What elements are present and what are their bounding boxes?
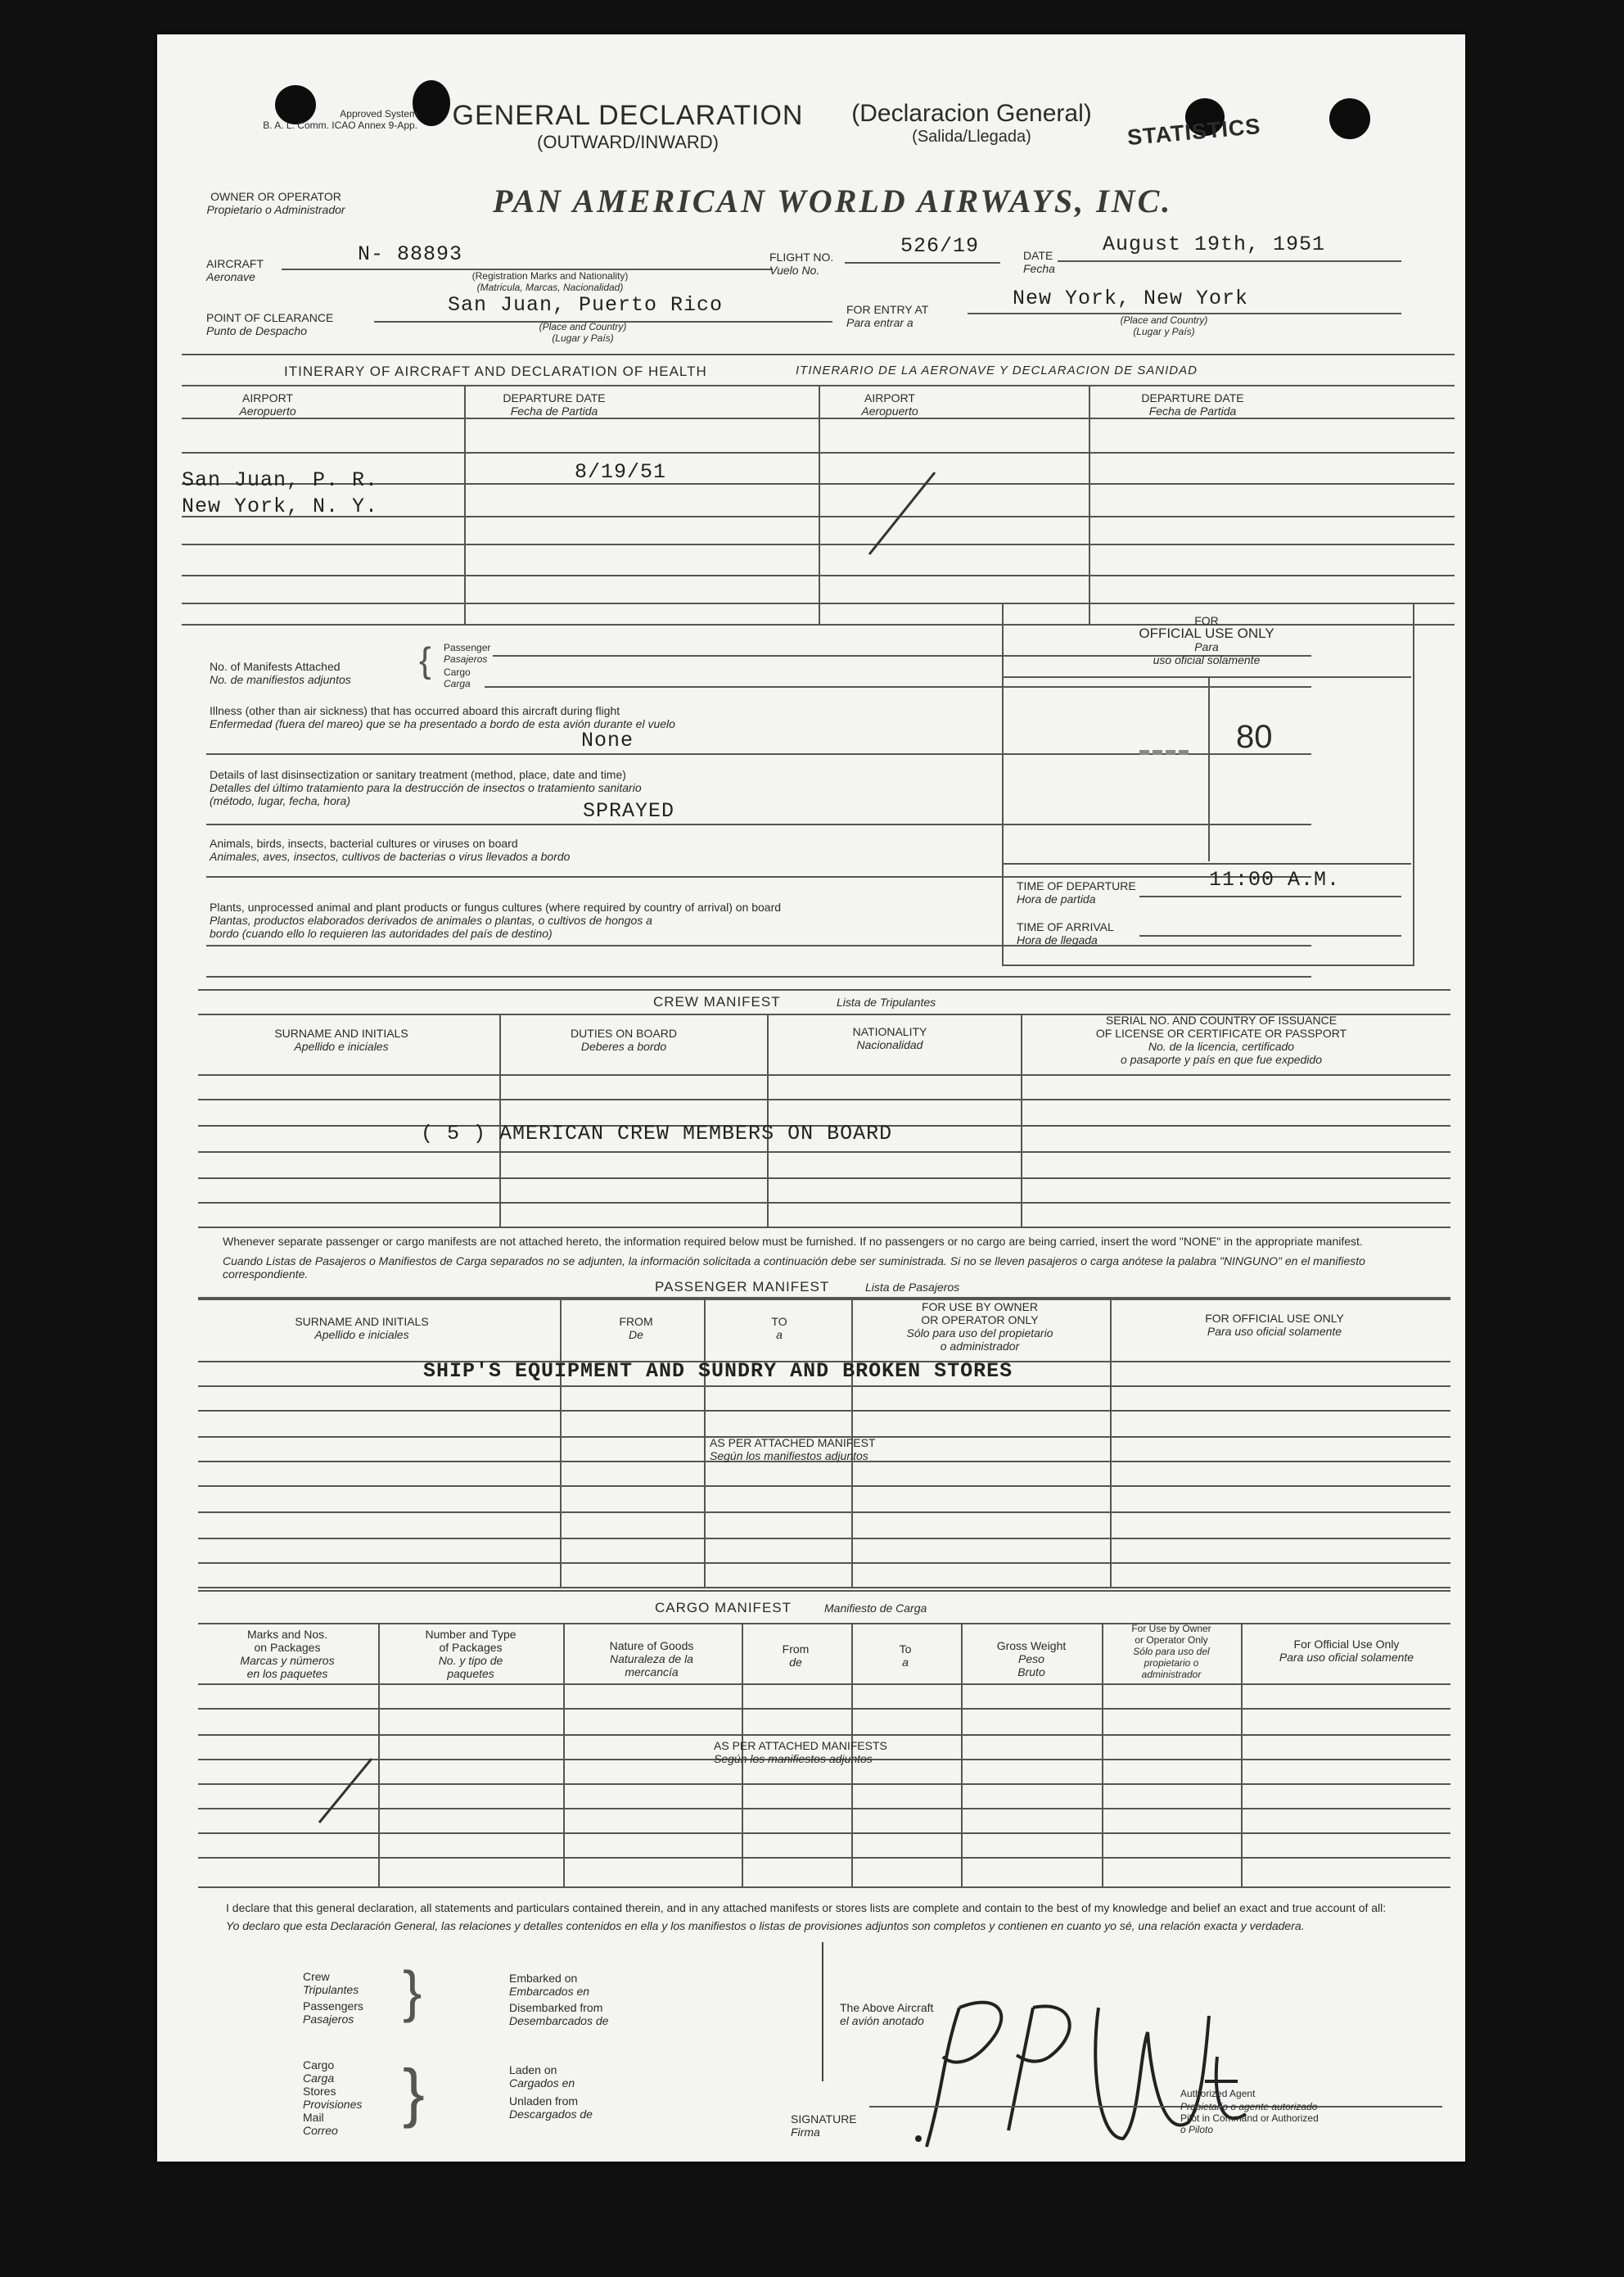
- punch-hole: [1329, 98, 1370, 139]
- departure-time: 11:00 A.M.: [1209, 868, 1341, 892]
- cargo-col-owner: For Use by Owner or Operator Only Sólo para uso del propietario o administrador: [1131, 1623, 1211, 1680]
- itinerary-col-airport-2: AIRPORT Aeropuerto: [861, 391, 918, 418]
- passenger-col-official: FOR OFFICIAL USE ONLY Para uso oficial solamente: [1205, 1312, 1344, 1338]
- brace: }: [403, 1959, 422, 2023]
- signature-label: SIGNATURE Firma: [791, 2112, 857, 2139]
- crew-col-name: SURNAME AND INITIALS Apellido e iniciales: [274, 1027, 408, 1053]
- passenger-col-owner: FOR USE BY OWNER OR OPERATOR ONLY Sólo para uso del propietario o administrador: [906, 1300, 1053, 1353]
- itinerary-row1-airport: San Juan, P. R.: [182, 468, 379, 492]
- passenger-col-name: SURNAME AND INITIALS Apellido e iniciales: [295, 1315, 429, 1341]
- declaration-laden: Laden on Cargados en Unladen from Descargados de: [509, 2063, 593, 2121]
- cargo-col-official: For Official Use Only Para uso oficial solamente: [1279, 1638, 1414, 1664]
- manifests-label: No. of Manifests Attached No. de manifiestos adjuntos: [210, 660, 351, 686]
- cargo-col-to: To a: [899, 1642, 912, 1669]
- cargo-col-from: From de: [782, 1642, 810, 1669]
- passenger-col-from: FROM De: [619, 1315, 653, 1341]
- itinerary-col-date: DEPARTURE DATE Fecha de Partida: [503, 391, 606, 418]
- passenger-attached: AS PER ATTACHED MANIFEST Según los manifiestos adjuntos: [710, 1436, 876, 1462]
- arrival-label: TIME OF ARRIVAL Hora de llegada: [1017, 920, 1114, 946]
- crew-entry: ( 5 ) AMERICAN CREW MEMBERS ON BOARD: [421, 1122, 893, 1145]
- itinerary-title-es: ITINERARIO DE LA AERONAVE Y DECLARACION DE SANIDAD: [796, 364, 1198, 377]
- plants-label: Plants, unprocessed animal and plant products or fungus cultures (where required by country of arrival) on board Plantas, productos elaborados derivados de animales o plantas, o cultivos de hongos a bordo (cuando ello lo requieren las autoridades del país de destino): [210, 901, 782, 940]
- above-aircraft: The Above Aircraft el avión anotado: [840, 2001, 934, 2027]
- form-title: GENERAL DECLARATION (OUTWARD/INWARD): [452, 100, 804, 152]
- crew-col-nationality: NATIONALITY Nacionalidad: [852, 1025, 927, 1051]
- disinsection-value: SPRAYED: [583, 799, 675, 823]
- itinerary-title: ITINERARY OF AIRCRAFT AND DECLARATION OF HEALTH: [284, 364, 707, 379]
- statistics-stamp: STATISTICS: [1126, 113, 1262, 151]
- declaration-embarked: Embarked on Embarcados en Disembarked from Desembarcados de: [509, 1972, 609, 2027]
- illness-label: Illness (other than air sickness) that has occurred aboard this aircraft during flight Enfermedad (fuera del mareo) que se ha presentado a bordo de esta avión durante el vuelo: [210, 704, 675, 730]
- entry-place: New York, New York: [1013, 287, 1249, 310]
- declaration-crew-passengers: Crew Tripulantes Passengers Pasajeros: [303, 1970, 363, 2026]
- official-number: 80: [1236, 719, 1273, 755]
- brace: {: [419, 640, 431, 680]
- itinerary-col-date-2: DEPARTURE DATE Fecha de Partida: [1141, 391, 1244, 418]
- itinerary-row2-airport: New York, N. Y.: [182, 495, 379, 518]
- manifests-types: Passenger Pasajeros Cargo Carga: [444, 642, 491, 689]
- flight-number: 526/19: [900, 234, 980, 258]
- passenger-entry: SHIP'S EQUIPMENT AND SUNDRY AND BROKEN STORES: [423, 1359, 1013, 1383]
- crew-title-es: Lista de Tripulantes: [837, 996, 936, 1009]
- crew-title: CREW MANIFEST: [653, 994, 781, 1010]
- declaration-form: [157, 34, 1465, 2162]
- owner-label: OWNER OR OPERATOR Propietario o Administrador: [206, 190, 345, 216]
- cargo-col-goods: Nature of Goods Naturaleza de la mercancía: [609, 1639, 694, 1678]
- punch-hole: [413, 80, 450, 126]
- crew-col-duties: DUTIES ON BOARD Deberes a bordo: [571, 1027, 677, 1053]
- operator-name: PAN AMERICAN WORLD AIRWAYS, INC.: [493, 183, 1173, 219]
- crew-col-license: SERIAL NO. AND COUNTRY OF ISSUANCE OF LICENSE OR CERTIFICATE OR PASSPORT No. de la licencia, certificado o pasaporte y país en que fue expedido: [1095, 1014, 1347, 1066]
- itinerary-col-airport: AIRPORT Aeropuerto: [239, 391, 296, 418]
- itinerary-row1-date: 8/19/51: [575, 460, 667, 484]
- entry-label: FOR ENTRY AT Para entrar a: [846, 303, 929, 329]
- official-use-header: FOR OFFICIAL USE ONLY Para uso oficial solamente: [1139, 614, 1274, 666]
- date-label: DATE Fecha: [1023, 249, 1055, 275]
- brace: }: [403, 2056, 425, 2129]
- passenger-title: PASSENGER MANIFEST: [655, 1279, 830, 1294]
- clearance-label: POINT OF CLEARANCE Punto de Despacho: [206, 311, 334, 337]
- passenger-col-to: TO a: [771, 1315, 787, 1341]
- manifest-note: Whenever separate passenger or cargo manifests are not attached hereto, the information required below must be furnished. If no passengers or no cargo are being carried, insert the word "NONE" in the appropriate manifest. Cuando Listas de Pasajeros o Manifiestos de Carga separados no se adjunten, la información solicitada a continuación debe ser suministrada. Si no se lleven pasajeros o carga anótese la palabra "NINGUNO" en el manifiesto correspondiente.: [223, 1235, 1365, 1281]
- aircraft-note: (Registration Marks and Nationality) (Matricula, Marcas, Nacionalidad): [471, 270, 629, 293]
- itinerary-strike-mark: [861, 468, 943, 558]
- cargo-title: CARGO MANIFEST: [655, 1600, 792, 1615]
- clearance-note: (Place and Country) (Lugar y País): [539, 321, 627, 344]
- form-reference: Approved System B. A. L. Comm. ICAO Annex 9-App.: [263, 108, 417, 131]
- flight-date: August 19th, 1951: [1103, 233, 1326, 256]
- animals-label: Animals, birds, insects, bacterial cultures or viruses on board Animales, aves, insectos, cultivos de bacterias o virus llevados a bordo: [210, 837, 571, 863]
- declaration-text: I declare that this general declaration, all statements and particulars contained therein, and in any attached manifests or stores lists are complete and contain to the best of my knowledge and belief an exact and true account of all: Yo declaro que esta Declaración General, las relaciones y detalles contenidos en ella y los manifiestos o listas de provisiones adjuntos son completos y contienen en cuanto yo sé, una relación exacta y verdadera.: [226, 1901, 1387, 1932]
- cargo-attached: AS PER ATTACHED MANIFESTS Según los manifiestos adjuntos: [714, 1739, 887, 1765]
- flight-label: FLIGHT NO. Vuelo No.: [769, 251, 834, 277]
- disinsection-label: Details of last disinsectization or sanitary treatment (method, place, date and time) Detalles del último tratamiento para la destrucción de insectos o tratamiento sanitario (método, lugar, fecha, hora): [210, 768, 642, 807]
- illness-value: None: [581, 729, 634, 752]
- entry-note: (Place and Country) (Lugar y País): [1120, 314, 1208, 337]
- agent-label: Propietario o agente autorizado Pilot in Command or Authorized o Piloto: [1180, 2101, 1319, 2135]
- declaration-cargo-stores: Cargo Carga Stores Provisiones Mail Correo: [303, 2058, 363, 2137]
- passenger-title-es: Lista de Pasajeros: [865, 1281, 960, 1294]
- departure-label: TIME OF DEPARTURE Hora de partida: [1017, 879, 1136, 906]
- form-title-es: (Declaracion General) (Salida/Llegada): [851, 100, 1092, 146]
- cargo-col-packages: Number and Type of Packages No. y tipo de paquetes: [425, 1628, 517, 1680]
- aircraft-label: AIRCRAFT Aeronave: [206, 257, 264, 283]
- agent-label-en: Authorized Agent: [1180, 2088, 1256, 2099]
- cargo-col-marks: Marks and Nos. on Packages Marcas y números en los paquetes: [240, 1628, 335, 1680]
- struck-mark: [1139, 750, 1189, 755]
- clearance-place: San Juan, Puerto Rico: [448, 293, 724, 317]
- cargo-title-es: Manifiesto de Carga: [824, 1602, 927, 1615]
- cargo-col-weight: Gross Weight Peso Bruto: [996, 1639, 1067, 1678]
- cargo-strike-mark: [313, 1754, 378, 1827]
- aircraft-registration: N- 88893: [358, 242, 463, 266]
